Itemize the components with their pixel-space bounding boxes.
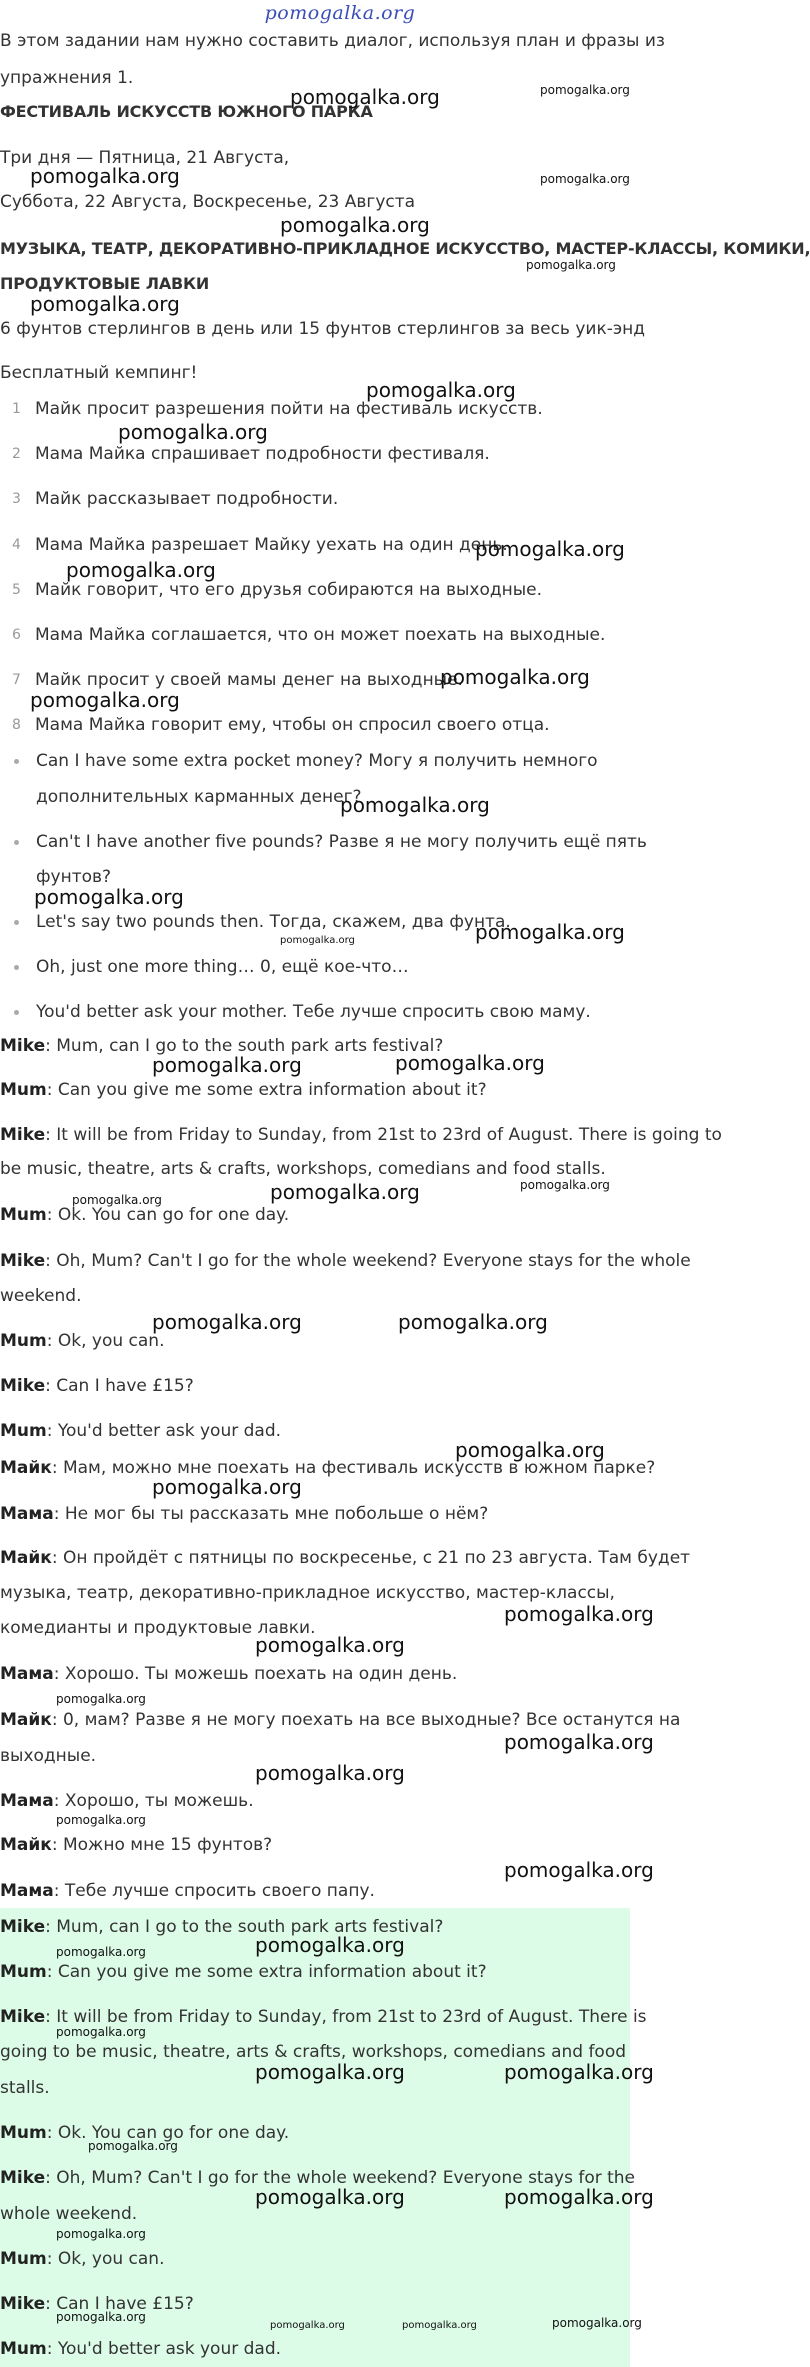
poster-activities-2: ПРОДУКТОВЫЕ ЛАВКИ: [0, 274, 210, 293]
speaker: Mum: [0, 1331, 47, 1351]
watermark: pomogalka.org: [152, 1310, 302, 1334]
watermark: pomogalka.org: [504, 1602, 654, 1626]
speech: : Он пройдёт с пятницы по воскресенье, с 21 по 23 августа. Там будет: [51, 1548, 691, 1568]
phrase-item: Can't I have another five pounds? Разве я не могу получить ещё пять: [36, 832, 647, 852]
poster-activities-1: МУЗЫКА, ТЕАТР, ДЕКОРАТИВНО-ПРИКЛАДНОЕ ИСКУССТВО, МАСТЕР-КЛАССЫ, КОМИКИ,: [0, 239, 810, 258]
speaker: Mum: [0, 1205, 47, 1225]
dialogue-line-cont: whole weekend.: [0, 2204, 138, 2224]
plan-number: 6: [12, 627, 21, 643]
plan-item: Майк просит у своей мамы денег на выходные.: [35, 670, 463, 690]
watermark: pomogalka.org: [455, 1438, 605, 1462]
plan-item: Майк говорит, что его друзья собираются на выходные.: [35, 580, 543, 600]
dialogue-line-cont: weekend.: [0, 1286, 82, 1306]
poster-dates-1: Три дня — Пятница, 21 Августа,: [0, 148, 290, 168]
dialogue-line: [0, 1834, 272, 1856]
dialogue-line: [0, 1961, 487, 1983]
watermark: pomogalka.org: [34, 885, 184, 909]
speech: : Mum, can I go to the south park arts festival?: [45, 1036, 444, 1056]
phrase-item-cont: фунтов?: [36, 867, 112, 887]
speech: : Can you give me some extra information about it?: [46, 1962, 487, 1982]
watermark: pomogalka.org: [56, 2025, 146, 2039]
poster-price: 6 фунтов стерлингов в день или 15 фунтов стерлингов за весь уик-энд: [0, 319, 646, 339]
plan-item: Мама Майка соглашается, что он может поехать на выходные.: [35, 625, 606, 645]
plan-number: 8: [12, 717, 21, 733]
watermark: pomogalka.org: [540, 172, 630, 186]
speaker: Mum: [0, 1962, 47, 1982]
dialogue-line: [0, 1420, 281, 1442]
intro-line-2: упражнения 1.: [0, 68, 134, 88]
watermark: pomogalka.org: [255, 1633, 405, 1657]
watermark: pomogalka.org: [402, 2320, 477, 2331]
watermark: pomogalka.org: [475, 920, 625, 944]
speech: : You'd better ask your dad.: [46, 2339, 282, 2359]
watermark: pomogalka.org: [366, 378, 516, 402]
dialogue-line: [0, 1375, 194, 1397]
watermark: pomogalka.org: [504, 2060, 654, 2084]
speaker: Mike: [0, 1125, 46, 1145]
dialogue-line: [0, 1330, 164, 1352]
plan-number: 2: [12, 446, 21, 462]
speech: : Ok, you can.: [46, 1331, 165, 1351]
watermark: pomogalka.org: [152, 1053, 302, 1077]
speech: : Ok. You can go for one day.: [46, 2123, 290, 2143]
plan-item: Мама Майка говорит ему, чтобы он спросил своего отца.: [35, 715, 550, 735]
dialogue-line-cont: going to be music, theatre, arts & crafts, workshops, comedians and food: [0, 2042, 627, 2062]
dialogue-line: [0, 1079, 487, 1101]
watermark: pomogalka.org: [88, 2139, 178, 2153]
speech: : Can I have £15?: [45, 2294, 194, 2314]
speaker: Mike: [0, 2168, 46, 2188]
speech: : Oh, Mum? Can't I go for the whole weekend? Everyone stays for the: [45, 2168, 636, 2188]
intro-line-1: В этом задании нам нужно составить диалог, используя план и фразы из: [0, 31, 665, 51]
dialogue-line: [0, 1880, 375, 1902]
speech: : Mum, can I go to the south park arts festival?: [45, 1917, 444, 1937]
watermark: pomogalka.org: [280, 213, 430, 237]
speech: : Не мог бы ты рассказать мне побольше о нём?: [53, 1504, 489, 1524]
dialogue-line: [0, 2248, 164, 2270]
speaker: Mike: [0, 1917, 46, 1937]
plan-item: Мама Майка спрашивает подробности фестиваля.: [35, 444, 490, 464]
speech: : Ok. You can go for one day.: [46, 1205, 290, 1225]
dialogue-line: [0, 1250, 691, 1272]
bullet-dot: [14, 840, 19, 845]
dialogue-line: [0, 1709, 680, 1731]
plan-number: 1: [12, 401, 21, 417]
speaker: Mike: [0, 2007, 46, 2027]
speech: : It will be from Friday to Sunday, from 21st to 23rd of August. There is: [45, 2007, 647, 2027]
speaker: Mike: [0, 2294, 46, 2314]
watermark: pomogalka.org: [255, 2185, 405, 2209]
plan-number: 7: [12, 672, 21, 688]
speaker: Mum: [0, 1080, 47, 1100]
dialogue-line: [0, 1204, 289, 1226]
speaker: Mum: [0, 2123, 47, 2143]
speech: : Can you give me some extra information about it?: [46, 1080, 487, 1100]
watermark: pomogalka.org: [255, 1933, 405, 1957]
poster-dates-2: Суббота, 22 Августа, Воскресенье, 23 Августа: [0, 192, 416, 212]
speech: : You'd better ask your dad.: [46, 1421, 282, 1441]
plan-item: Майк просит разрешения пойти на фестиваль искусств.: [35, 399, 543, 419]
watermark: pomogalka.org: [66, 558, 216, 582]
watermark: pomogalka.org: [118, 420, 268, 444]
speaker: Mike: [0, 1036, 46, 1056]
watermark: pomogalka.org: [290, 85, 440, 109]
dialogue-line: [0, 1124, 722, 1146]
watermark: pomogalka.org: [56, 1945, 146, 1959]
watermark: pomogalka.org: [540, 83, 630, 97]
speech: : Ok, you can.: [46, 2249, 165, 2269]
dialogue-line-cont: be music, theatre, arts & crafts, workshops, comedians and food stalls.: [0, 1159, 606, 1179]
dialogue-line-cont: выходные.: [0, 1746, 97, 1766]
speaker: Мама: [0, 1664, 54, 1684]
plan-number: 4: [12, 537, 21, 553]
watermark: pomogalka.org: [72, 1193, 162, 1207]
watermark: pomogalka.org: [340, 793, 490, 817]
watermark: pomogalka.org: [395, 1051, 545, 1075]
dialogue-line-cont: музыка, театр, декоративно-прикладное искусство, мастер-классы,: [0, 1583, 615, 1603]
watermark: pomogalka.org: [30, 688, 180, 712]
watermark: pomogalka.org: [504, 1730, 654, 1754]
speaker: Mum: [0, 1421, 47, 1441]
watermark: pomogalka.org: [56, 2310, 146, 2324]
watermark: pomogalka.org: [520, 1178, 610, 1192]
speech: : It will be from Friday to Sunday, from 21st to 23rd of August. There is going to: [45, 1125, 722, 1145]
speaker: Mum: [0, 2339, 47, 2359]
watermark: pomogalka.org: [255, 1761, 405, 1785]
watermark: pomogalka.org: [56, 2227, 146, 2241]
speaker: Майк: [0, 1458, 52, 1478]
watermark: pomogalka.org: [504, 2185, 654, 2209]
speaker: Мама: [0, 1791, 54, 1811]
plan-item: Майк рассказывает подробности.: [35, 489, 339, 509]
speaker: Майк: [0, 1548, 52, 1568]
speaker: Mike: [0, 1251, 46, 1271]
phrase-item-cont: дополнительных карманных денег?: [36, 787, 362, 807]
speaker: Мама: [0, 1504, 54, 1524]
dialogue-line: [0, 1547, 690, 1569]
watermark: pomogalka.org: [526, 258, 616, 272]
speech: : Хорошо. Ты можешь поехать на один день.: [53, 1664, 458, 1684]
plan-item: Мама Майка разрешает Майку уехать на один день.: [35, 535, 508, 555]
poster-title: ФЕСТИВАЛЬ ИСКУССТВ ЮЖНОГО ПАРКА: [0, 102, 373, 121]
speech: : Мам, можно мне поехать на фестиваль искусств в южном парке?: [51, 1458, 656, 1478]
speaker: Mike: [0, 1376, 46, 1396]
watermark: pomogalka.org: [475, 537, 625, 561]
watermark: pomogalka.org: [152, 1475, 302, 1499]
watermark: pomogalka.org: [552, 2316, 642, 2330]
dialogue-line: [0, 1663, 457, 1685]
speaker: Mum: [0, 2249, 47, 2269]
watermark: pomogalka.org: [30, 292, 180, 316]
bullet-dot: [14, 920, 19, 925]
speech: : Можно мне 15 фунтов?: [51, 1835, 273, 1855]
phrase-item: Can I have some extra pocket money? Могу я получить немного: [36, 751, 598, 771]
watermark: pomogalka.org: [440, 665, 590, 689]
speech: : Хорошо, ты можешь.: [53, 1791, 254, 1811]
dialogue-line: [0, 1503, 488, 1525]
speaker: Майк: [0, 1835, 52, 1855]
watermark: pomogalka.org: [270, 1180, 420, 1204]
dialogue-line: [0, 2338, 281, 2360]
dialogue-line-cont: комедианты и продуктовые лавки.: [0, 1618, 316, 1638]
watermark: pomogalka.org: [280, 935, 355, 946]
watermark: pomogalka.org: [504, 1858, 654, 1882]
dialogue-line-cont: stalls.: [0, 2078, 50, 2098]
watermark: pomogalka.org: [398, 1310, 548, 1334]
phrase-item: Let's say two pounds then. Тогда, скажем, два фунта.: [36, 912, 511, 932]
poster-camping: Бесплатный кемпинг!: [0, 363, 198, 383]
plan-number: 3: [12, 491, 21, 507]
speech: : Oh, Mum? Can't I go for the whole weekend? Everyone stays for the whole: [45, 1251, 691, 1271]
bullet-dot: [14, 759, 19, 764]
phrase-item: You'd better ask your mother. Тебе лучше спросить свою маму.: [36, 1002, 591, 1022]
dialogue-line: [0, 1790, 254, 1812]
speaker: Майк: [0, 1710, 52, 1730]
plan-number: 5: [12, 582, 21, 598]
bullet-dot: [14, 1010, 19, 1015]
watermark: pomogalka.org: [255, 2060, 405, 2084]
watermark: pomogalka.org: [56, 1813, 146, 1827]
watermark: pomogalka.org: [56, 1692, 146, 1706]
phrase-item: Oh, just one more thing… 0, ещё кое-что…: [36, 957, 409, 977]
speech: : Can I have £15?: [45, 1376, 194, 1396]
site-logo[interactable]: pomogalka.org: [264, 2, 416, 24]
bullet-dot: [14, 965, 19, 970]
speaker: Мама: [0, 1881, 54, 1901]
speech: : Тебе лучше спросить своего папу.: [53, 1881, 375, 1901]
watermark: pomogalka.org: [30, 164, 180, 188]
watermark: pomogalka.org: [270, 2320, 345, 2331]
speech: : 0, мам? Разве я не могу поехать на все выходные? Все останутся на: [51, 1710, 681, 1730]
